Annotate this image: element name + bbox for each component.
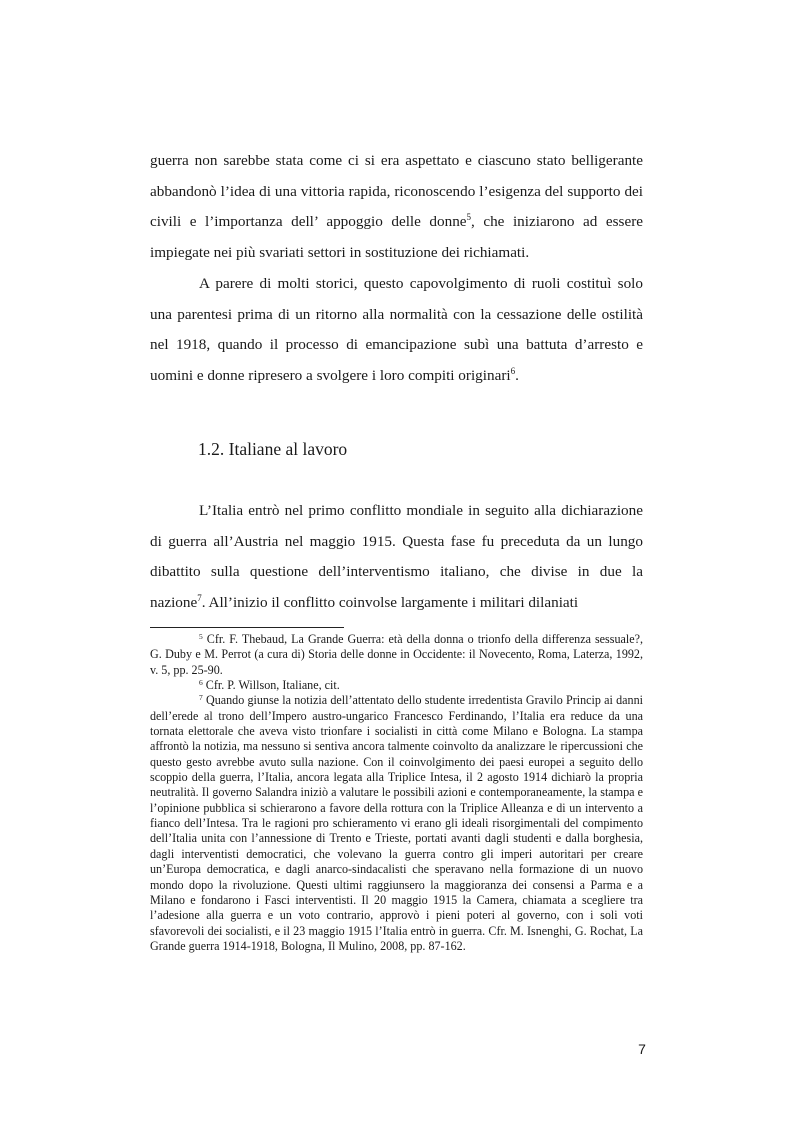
footnote-6 xyxy=(150,678,643,693)
section-heading: 1.2. Italiane al lavoro xyxy=(198,439,348,459)
footnote-5-text: Cfr. F. Thebaud, La Grande Guerra: età della donna o trionfo della differenza sessuale?, G. Duby e M. Perrot (a cura di) Storia delle donne in Occidente: il Novecento, Roma, Laterza, 1992, v. 5, pp. 25-90. xyxy=(150,632,643,677)
paragraph-3 xyxy=(150,496,643,619)
footnote-5 xyxy=(150,632,643,678)
paragraph-2-text-after: . xyxy=(515,366,519,384)
footnote-7 xyxy=(150,693,643,954)
paragraph-1-text: guerra non sarebbe stata come ci si era aspettato e ciascuno stato belligerante abbandonò l’idea di una vittoria rapida, riconoscendo l’esigenza del supporto dei civili e l’importanza dell’ appoggio delle donne xyxy=(150,152,643,231)
paragraph-2-text: A parere di molti storici, questo capovolgimento di ruoli costituì solo una parentesi prima di un ritorno alla normalità con la cessazione delle ostilità nel 1918, quando il processo di emancipazione subì una battuta d’arresto e uomini e donne ripresero a svolgere i loro compiti originari xyxy=(150,274,643,384)
paragraph-3-text: L’Italia entrò nel primo conflitto mondiale in seguito alla dichiarazione di guerra all’Austria nel maggio 1915. Questa fase fu preceduta da un lungo dibattito sulla questione dell’interventismo italiano, che divise in due la nazione xyxy=(150,502,643,612)
footnotes xyxy=(150,632,643,954)
paragraph-1-text-after: , che iniziarono ad essere impiegate nei più svariati settori in sostituzione dei richiamati. xyxy=(150,213,643,262)
paragraph-2 xyxy=(150,269,643,392)
footnote-6-text: Cfr. P. Willson, Italiane, cit. xyxy=(202,678,340,693)
footnote-separator xyxy=(150,627,344,628)
body-text-bottom xyxy=(150,496,643,619)
footnote-7-text: Quando giunse la notizia dell’attentato dello studente irredentista Gravilo Princip ai danni dell’erede al trono dell’Impero austro-ungarico Francesco Ferdinando, l’Italia era reduce da una tornata elettorale che aveva visto trionfare i socialisti in città come Milano e Bologna. La stampa affrontò la notizia, ma nessuno si sentiva ancora talmente coinvolto da analizzare le ripercussioni che questo gesto avrebbe avuto sulla nazione. Con il coinvolgimento dei paesi europei a seguito dello scoppio della guerra, l’Italia, ancora legata alla Triplice Intesa, il 2 agosto 1914 dichiarò la propria neutralità. Il governo Salandra iniziò a valutare le possibili azioni e contemporaneamente, la stampa e l’opinione pubblica si schierarono a favore della rottura con la Triplice Alleanza e di un intervento a fianco dell’Intesa. Tra le ragioni pro schieramento vi erano gli ideali risorgimentali del compimento dell’Italia unita con l’annessione di Trento e Trieste, portati avanti dagli studenti e dalla borghesia, dagli interventisti democratici, che volevano la guerra contro gli imperi autoritari per creare un’Europa democratica, e dagli anarco-sindacalisti che speravano nella formazione di un nuovo mondo dopo la rivoluzione. Questi ultimi raggiunsero la maggioranza dei consensi a Parma e a Milano e fondarono i Fasci interventisti. Il 20 maggio 1915 la Camera, chiamata a scegliere tra l’adesione alla guerra e un voto contrario, approvò i pieni poteri al governo, con i soli voti sfavorevoli dei socialisti, e il 23 maggio 1915 l’Italia entrò in guerra. Cfr. M. Isnenghi, G. Rochat, La Grande guerra 1914-1918, Bologna, Il Mulino, 2008, pp. 87-162. xyxy=(150,693,643,953)
footnote-ref-7: 7 xyxy=(197,593,202,604)
footnote-ref-5: 5 xyxy=(466,212,472,223)
paragraph-1 xyxy=(150,146,643,269)
body-text-top xyxy=(150,146,643,392)
footnote-ref-6: 6 xyxy=(510,365,516,376)
footnote-number-7: 7 xyxy=(199,693,203,703)
paragraph-3-text-after: . All’inizio il conflitto coinvolse largamente i militari dilaniati xyxy=(201,594,579,612)
footnote-number-6: 6 xyxy=(199,678,203,688)
page-number: 7 xyxy=(638,1041,646,1057)
footnote-number-5: 5 xyxy=(199,632,203,641)
